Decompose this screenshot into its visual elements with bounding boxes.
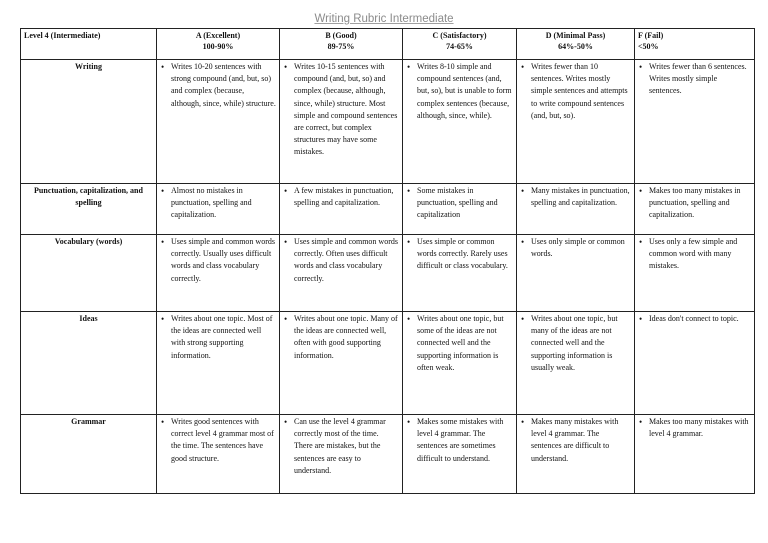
criteria-cell: • Writes fewer than 10 sentences. Writes mostly simple sentences and attempts to write compound sentences (and, but, so). xyxy=(517,60,635,184)
criteria-cell: • Writes about one topic. Many of the ideas are connected well, often with good supporting information. xyxy=(280,312,403,415)
category-cell: Punctuation, capitalization, and spelling xyxy=(21,184,157,235)
criteria-cell: • Uses simple and common words correctly. Often uses difficult words and class vocabulary correctly. xyxy=(280,235,403,312)
criteria-cell: • Writes about one topic, but many of the ideas are not connected well and the supporting information is usually weak. xyxy=(517,312,635,415)
criteria-cell: • Writes 10-15 sentences with compound (and, but, so) and complex (because, although, since, while) structure. Most simple and compound sentences are correct, but complex structures may have some mistakes. xyxy=(280,60,403,184)
table-row xyxy=(21,235,755,312)
table-row xyxy=(21,415,755,494)
level-header: Level 4 (Intermediate) xyxy=(21,29,157,60)
category-cell: Vocabulary (words) xyxy=(21,235,157,312)
criteria-cell: • Almost no mistakes in punctuation, spelling and capitalization. xyxy=(157,184,280,235)
category-cell: Writing xyxy=(21,60,157,184)
table-row xyxy=(21,184,755,235)
grade-header-f: F (Fail) <50% xyxy=(635,29,755,60)
table-row xyxy=(21,60,755,184)
document-title: Writing Rubric Intermediate xyxy=(314,13,454,25)
category-cell: Grammar xyxy=(21,415,157,494)
criteria-cell: • Writes fewer than 6 sentences. Writes mostly simple sentences. xyxy=(635,60,755,184)
criteria-cell: • Uses simple and common words correctly. Usually uses difficult words and class vocabulary correctly. xyxy=(157,235,280,312)
criteria-cell: • Writes about one topic. Most of the ideas are connected well with strong supporting information. xyxy=(157,312,280,415)
grade-header-a: A (Excellent) 100-90% xyxy=(157,29,280,60)
grade-header-b: B (Good) 89-75% xyxy=(280,29,403,60)
criteria-cell: • Writes 10-20 sentences with strong compound (and, but, so) and complex (because, although, since, while) structure. xyxy=(157,60,280,184)
criteria-cell: • Makes many mistakes with level 4 grammar. The sentences are difficult to understand. xyxy=(517,415,635,494)
criteria-cell: • Ideas don't connect to topic. xyxy=(635,312,755,415)
criteria-cell: • Writes 8-10 simple and compound sentences (and, but, so), but is unable to form complex sentences (because, although, since, while). xyxy=(403,60,517,184)
criteria-cell: • Uses only a few simple and common word with many mistakes. xyxy=(635,235,755,312)
category-cell: Ideas xyxy=(21,312,157,415)
criteria-cell: • Makes some mistakes with level 4 grammar. The sentences are sometimes difficult to understand. xyxy=(403,415,517,494)
criteria-cell: • Writes about one topic, but some of the ideas are not connected well and the supporting information is often weak. xyxy=(403,312,517,415)
rubric-table xyxy=(20,28,755,494)
criteria-cell: • Uses simple or common words correctly. Rarely uses difficult or class vocabulary. xyxy=(403,235,517,312)
criteria-cell: • Writes good sentences with correct level 4 grammar most of the time. The sentences have good structure. xyxy=(157,415,280,494)
criteria-cell: • A few mistakes in punctuation, spelling and capitalization. xyxy=(280,184,403,235)
grade-header-c: C (Satisfactory) 74-65% xyxy=(403,29,517,60)
criteria-cell: • Makes too many mistakes with level 4 grammar. xyxy=(635,415,755,494)
table-row xyxy=(21,312,755,415)
criteria-cell: • Some mistakes in punctuation, spelling and capitalization xyxy=(403,184,517,235)
criteria-cell: • Many mistakes in punctuation, spelling and capitalization. xyxy=(517,184,635,235)
criteria-cell: • Uses only simple or common words. xyxy=(517,235,635,312)
grade-header-d: D (Minimal Pass) 64%-50% xyxy=(517,29,635,60)
criteria-cell: • Can use the level 4 grammar correctly most of the time. There are mistakes, but the sentences are easy to understand. xyxy=(280,415,403,494)
header-row xyxy=(21,29,755,60)
criteria-cell: • Makes too many mistakes in punctuation, spelling and capitalization. xyxy=(635,184,755,235)
